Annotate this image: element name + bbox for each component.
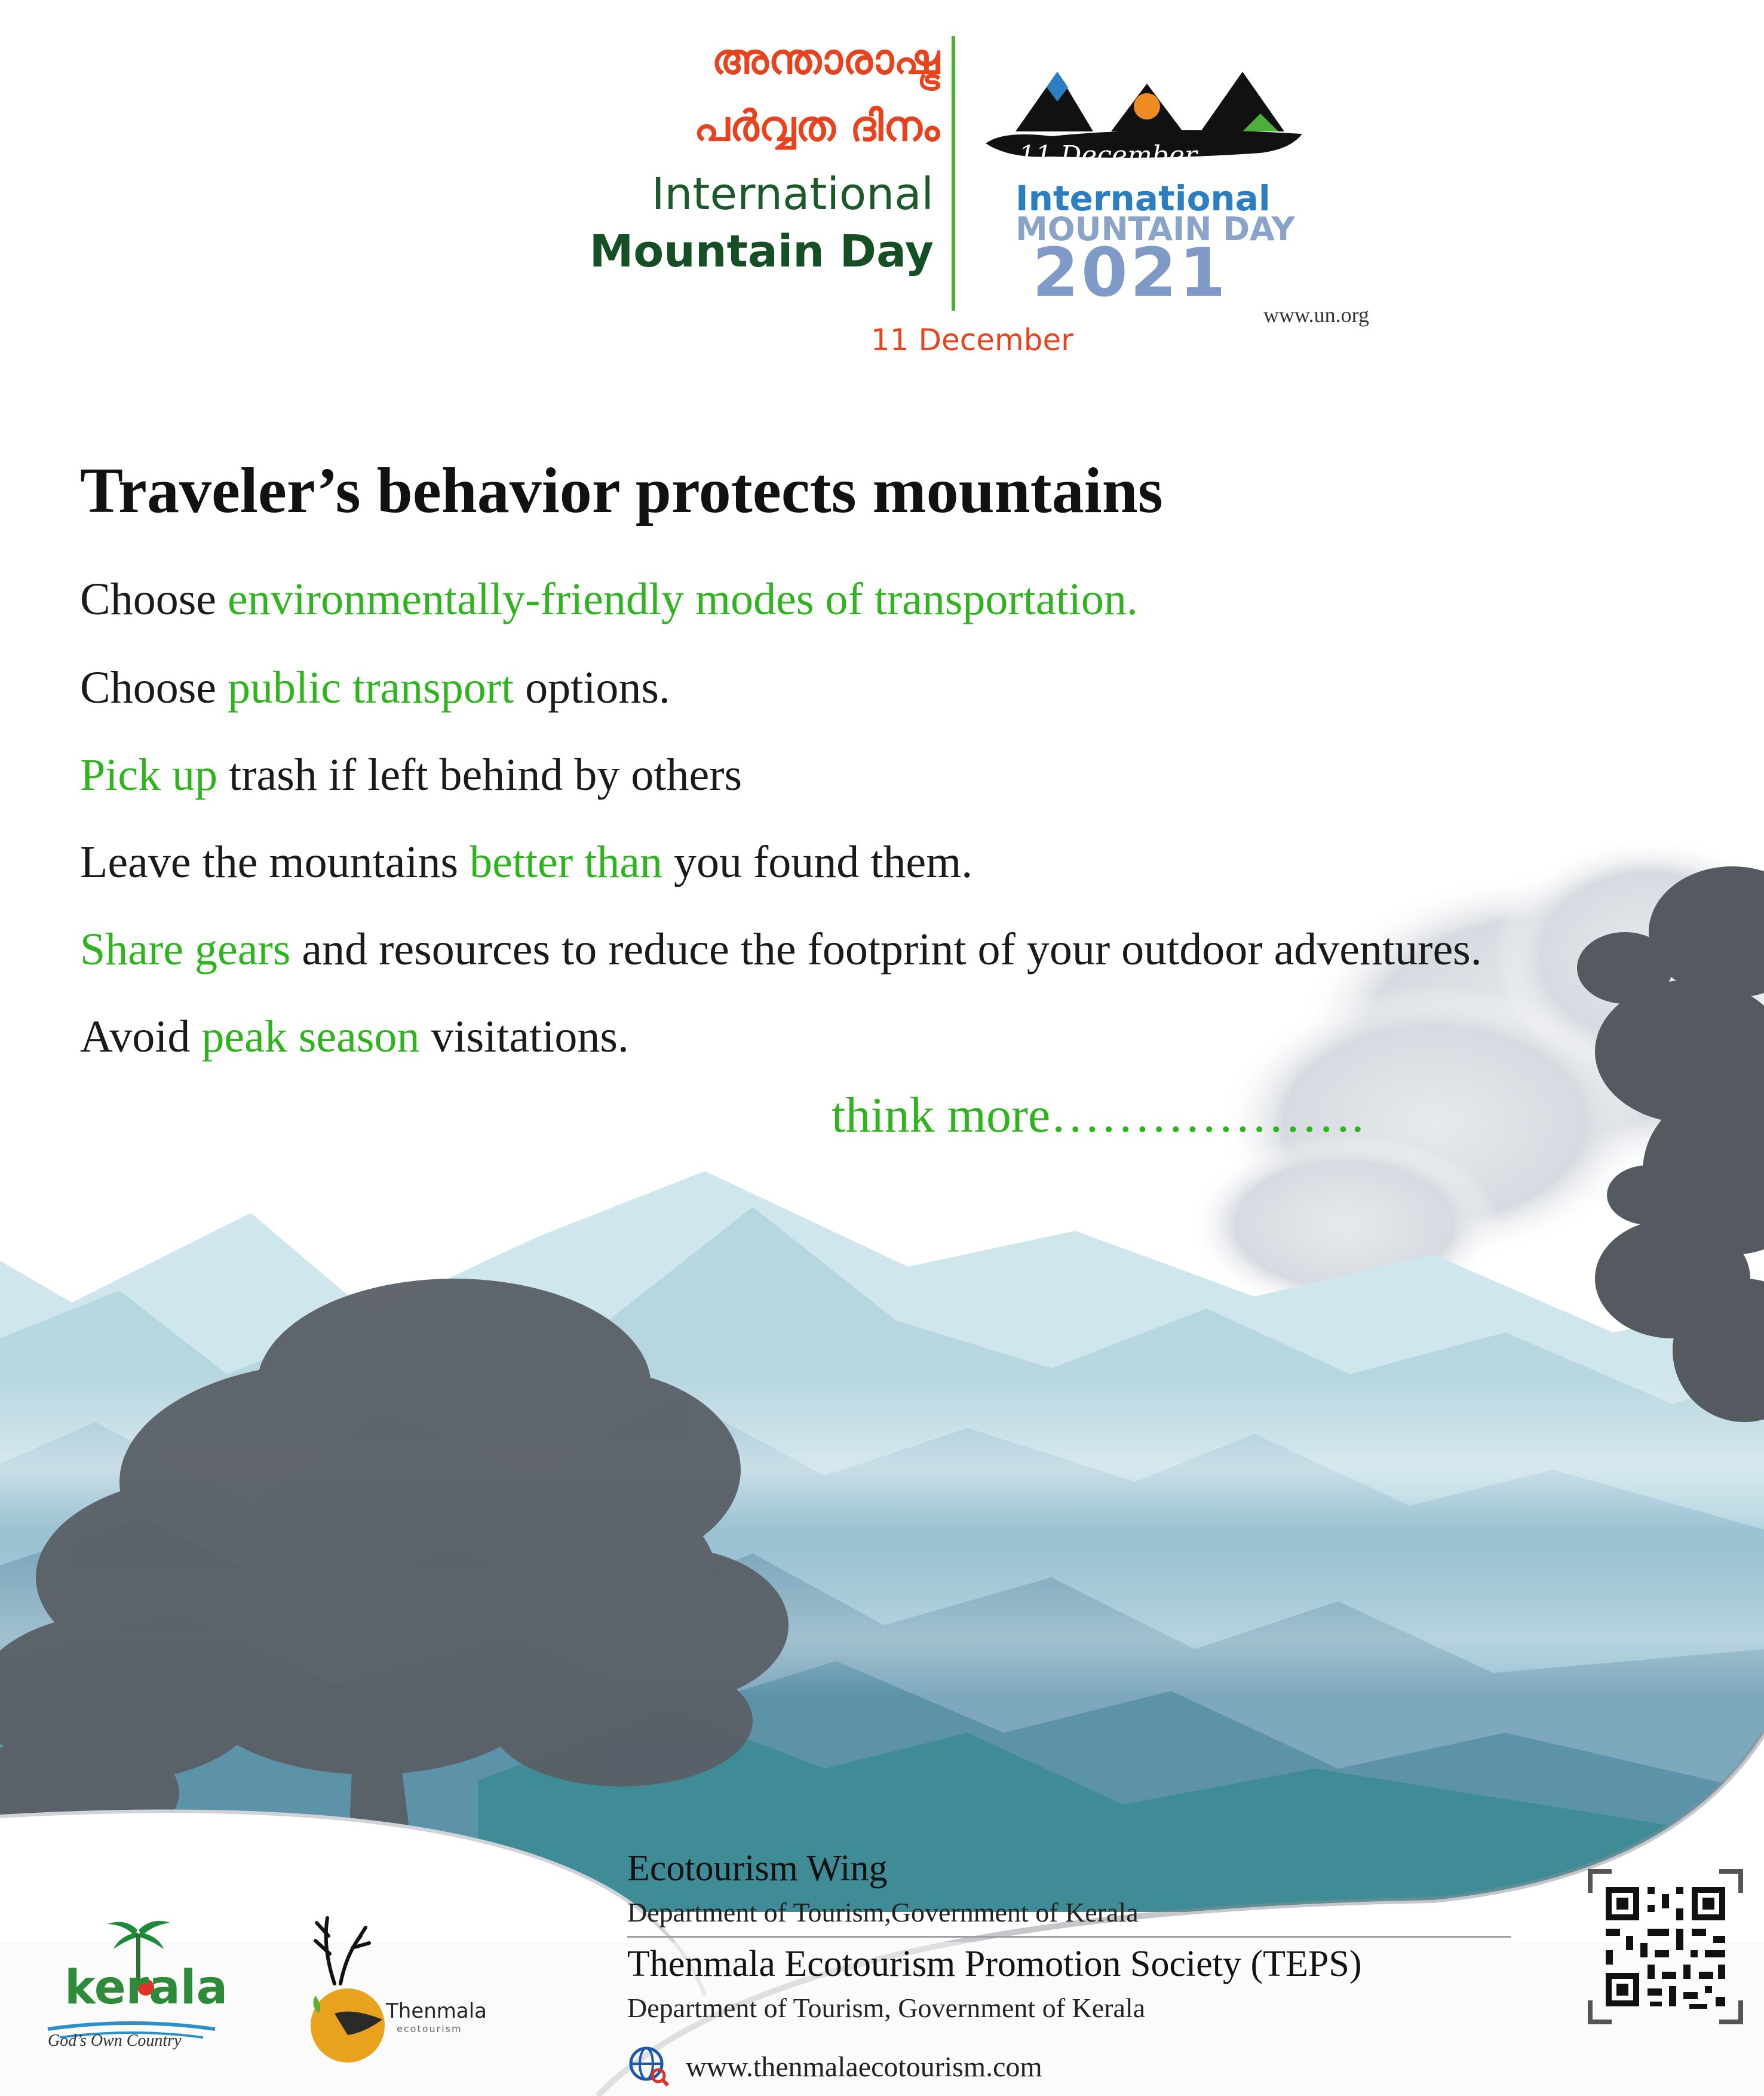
tip-highlight: better than	[470, 837, 662, 887]
tip-highlight: Pick up	[80, 750, 218, 800]
imd-logo-line2: MOUNTAIN DAY	[1016, 210, 1295, 248]
org2-title: Thenmala Ecotourism Promotion Society (TEPS)	[627, 1944, 1362, 1984]
org1-subtitle: Department of Tourism,Government of Kerala	[627, 1897, 1139, 1928]
qr-code	[1588, 1869, 1743, 2024]
tip-highlight: environmentally-friendly modes of transportation.	[228, 574, 1138, 624]
tip-line-6: Avoid peak season visitations.	[80, 1012, 629, 1062]
malayalam-title-line2: പർവ്വത ദിനം	[694, 102, 940, 151]
tip-line-1: Choose environmentally-friendly modes of transportation.	[80, 574, 1138, 624]
thenmala-logo-text: Thenmala	[386, 1999, 487, 2023]
tip-highlight: public transport	[228, 663, 514, 713]
tip-line-2: Choose public transport options.	[80, 663, 670, 713]
imd-logo-line1: International	[1016, 178, 1271, 219]
deer-antler-icon	[315, 1918, 369, 1984]
english-title-line2: Mountain Day	[589, 226, 934, 277]
headline: Traveler’s behavior protects mountains	[80, 455, 1163, 526]
tip-highlight: Share gears	[80, 924, 291, 975]
mountain-icon-right	[1201, 72, 1284, 131]
imd-logo-date: 11 December	[1018, 140, 1197, 171]
header-date: 11 December	[871, 323, 1073, 357]
un-url: www.un.org	[1263, 303, 1369, 327]
tip-line-4: Leave the mountains better than you found them.	[80, 837, 973, 887]
footer-divider	[627, 1936, 1511, 1938]
closing-line: think more……………….	[832, 1087, 1364, 1143]
thenmala-logo-subtext: ecotourism	[397, 2023, 462, 2034]
tip-highlight: peak season	[201, 1012, 420, 1062]
malayalam-title-line1: അന്താരാഷ്ട്ര	[711, 35, 940, 84]
org2-subtitle: Department of Tourism, Government of Kerala	[627, 1993, 1146, 2023]
website-url[interactable]: www.thenmalaecotourism.com	[686, 2051, 1042, 2083]
kerala-logo-text: kerala	[65, 1961, 228, 2015]
imd-logo-year: 2021	[1032, 234, 1228, 312]
tip-line-5: Share gears and resources to reduce the footprint of your outdoor adventures.	[80, 924, 1482, 975]
header-divider	[952, 36, 955, 311]
kerala-tagline: God’s Own Country	[48, 2031, 182, 2050]
english-title-line1: International	[651, 168, 934, 220]
globe-icon	[627, 2045, 670, 2088]
tip-line-3: Pick up trash if left behind by others	[80, 750, 743, 800]
thenmala-logo	[299, 1894, 496, 2073]
org1-title: Ecotourism Wing	[627, 1848, 888, 1889]
